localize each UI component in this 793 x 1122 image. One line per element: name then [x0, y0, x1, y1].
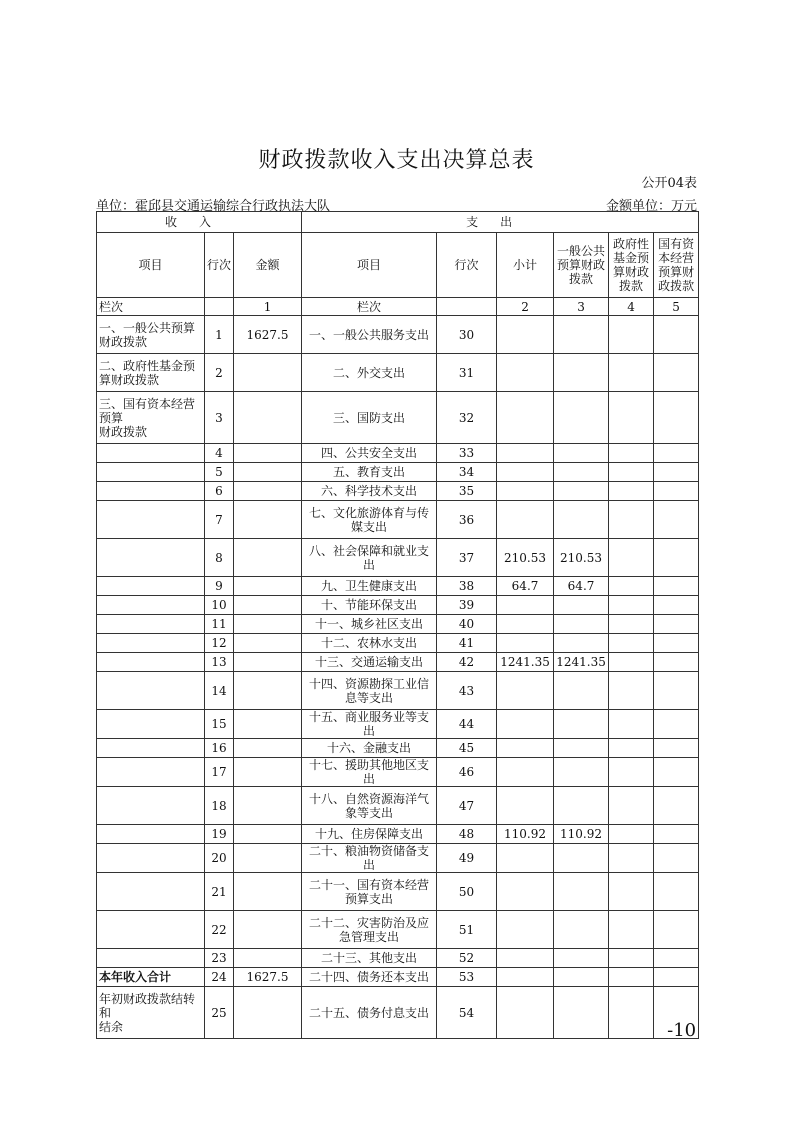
- income-item-cell: 二、政府性基金预算财政拨款: [97, 354, 205, 392]
- expense-line-cell: 37: [437, 539, 497, 577]
- income-amount-cell: 1627.5: [234, 316, 302, 354]
- gov-fund-cell: [609, 463, 654, 482]
- gov-fund-cell: [609, 392, 654, 444]
- income-item-cell: [97, 739, 205, 758]
- table-row: [97, 392, 699, 444]
- col-label-right: 栏次: [302, 298, 437, 316]
- expense-item-cell: 二十三、其他支出: [302, 949, 437, 968]
- table-row: [97, 354, 699, 392]
- expense-line-cell: 32: [437, 392, 497, 444]
- subtotal-cell: [497, 596, 554, 615]
- state-capital-cell: [654, 672, 699, 710]
- expense-item-cell: 十七、援助其他地区支出: [302, 758, 437, 787]
- income-item-cell: [97, 634, 205, 653]
- income-amount-cell: [234, 634, 302, 653]
- expense-line-cell: 52: [437, 949, 497, 968]
- income-line-cell: 6: [205, 482, 234, 501]
- income-item-cell: [97, 539, 205, 577]
- income-line-cell: 12: [205, 634, 234, 653]
- header-expense-item: 项目: [302, 233, 437, 298]
- general-budget-cell: [554, 316, 609, 354]
- expense-item-cell: 十八、自然资源海洋气象等支出: [302, 787, 437, 825]
- header-general-budget: 一般公共预算财政拨款: [554, 233, 609, 298]
- income-line-cell: 25: [205, 987, 234, 1039]
- expense-item-cell: 二十一、国有资本经营预算支出: [302, 873, 437, 911]
- subtotal-cell: [497, 739, 554, 758]
- expense-item-cell: 三、国防支出: [302, 392, 437, 444]
- expense-line-cell: 42: [437, 653, 497, 672]
- subtotal-cell: [497, 615, 554, 634]
- subtotal-cell: [497, 354, 554, 392]
- subtotal-cell: 1241.35: [497, 653, 554, 672]
- gov-fund-cell: [609, 539, 654, 577]
- income-line-cell: 13: [205, 653, 234, 672]
- expense-item-cell: 二十四、债务还本支出: [302, 968, 437, 987]
- unit-name: 单位：霍邱县交通运输综合行政执法大队: [96, 199, 331, 214]
- income-amount-cell: [234, 710, 302, 739]
- table-row: [97, 634, 699, 653]
- expense-item-cell: 十五、商业服务业等支出: [302, 710, 437, 739]
- header-subtotal: 小计: [497, 233, 554, 298]
- col-num-1: 1: [234, 298, 302, 316]
- expense-item-cell: 二十、粮油物资储备支出: [302, 844, 437, 873]
- col-num-3: 3: [554, 298, 609, 316]
- expense-line-cell: 54: [437, 987, 497, 1039]
- expense-line-cell: 40: [437, 615, 497, 634]
- subtotal-cell: [497, 634, 554, 653]
- income-amount-cell: [234, 354, 302, 392]
- gov-fund-cell: [609, 968, 654, 987]
- header-row-columns: [97, 233, 699, 298]
- header-gov-fund: 政府性基金预算财政拨款: [609, 233, 654, 298]
- income-line-cell: 7: [205, 501, 234, 539]
- expense-line-cell: 48: [437, 825, 497, 844]
- subtotal-cell: 110.92: [497, 825, 554, 844]
- gov-fund-cell: [609, 758, 654, 787]
- income-item-cell: [97, 787, 205, 825]
- subtotal-cell: [497, 444, 554, 463]
- general-budget-cell: [554, 463, 609, 482]
- table-row: [97, 968, 699, 987]
- table-row: [97, 949, 699, 968]
- subtotal-cell: [497, 844, 554, 873]
- general-budget-cell: [554, 392, 609, 444]
- table-row: [97, 577, 699, 596]
- income-line-cell: 18: [205, 787, 234, 825]
- expense-line-cell: 38: [437, 577, 497, 596]
- income-amount-cell: 1627.5: [234, 968, 302, 987]
- subtotal-cell: [497, 787, 554, 825]
- income-line-cell: 8: [205, 539, 234, 577]
- expense-item-cell: 五、教育支出: [302, 463, 437, 482]
- table-row: [97, 596, 699, 615]
- gov-fund-cell: [609, 787, 654, 825]
- expense-line-cell: 33: [437, 444, 497, 463]
- general-budget-cell: [554, 911, 609, 949]
- table-row: [97, 739, 699, 758]
- income-amount-cell: [234, 987, 302, 1039]
- state-capital-cell: [654, 501, 699, 539]
- income-amount-cell: [234, 539, 302, 577]
- gov-fund-cell: [609, 596, 654, 615]
- general-budget-cell: [554, 444, 609, 463]
- gov-fund-cell: [609, 987, 654, 1039]
- state-capital-cell: [654, 825, 699, 844]
- general-budget-cell: [554, 710, 609, 739]
- col-empty: [437, 298, 497, 316]
- income-item-cell: [97, 615, 205, 634]
- income-item-cell: 年初财政拨款结转和 结余: [97, 987, 205, 1039]
- income-amount-cell: [234, 653, 302, 672]
- income-item-cell: 三、国有资本经营预算 财政拨款: [97, 392, 205, 444]
- income-amount-cell: [234, 787, 302, 825]
- expense-line-cell: 31: [437, 354, 497, 392]
- income-item-cell: [97, 844, 205, 873]
- subtotal-cell: 210.53: [497, 539, 554, 577]
- gov-fund-cell: [609, 615, 654, 634]
- income-item-cell: [97, 482, 205, 501]
- gov-fund-cell: [609, 873, 654, 911]
- subtotal-cell: [497, 710, 554, 739]
- income-line-cell: 2: [205, 354, 234, 392]
- income-line-cell: 23: [205, 949, 234, 968]
- expense-line-cell: 49: [437, 844, 497, 873]
- income-line-cell: 9: [205, 577, 234, 596]
- general-budget-cell: [554, 758, 609, 787]
- expense-item-cell: 十九、住房保障支出: [302, 825, 437, 844]
- income-amount-cell: [234, 844, 302, 873]
- expense-item-cell: 九、卫生健康支出: [302, 577, 437, 596]
- table-row: [97, 758, 699, 787]
- expense-item-cell: 二十二、灾害防治及应急管理支出: [302, 911, 437, 949]
- col-label-left: 栏次: [97, 298, 205, 316]
- state-capital-cell: [654, 316, 699, 354]
- income-line-cell: 19: [205, 825, 234, 844]
- table-row: [97, 873, 699, 911]
- expense-item-cell: 十三、交通运输支出: [302, 653, 437, 672]
- subtotal-cell: [497, 392, 554, 444]
- general-budget-cell: [554, 873, 609, 911]
- income-amount-cell: [234, 873, 302, 911]
- income-amount-cell: [234, 672, 302, 710]
- state-capital-cell: [654, 463, 699, 482]
- general-budget-cell: [554, 968, 609, 987]
- state-capital-cell: [654, 873, 699, 911]
- expense-item-cell: 十、节能环保支出: [302, 596, 437, 615]
- income-item-cell: [97, 873, 205, 911]
- state-capital-cell: [654, 911, 699, 949]
- expense-item-cell: 十二、农林水支出: [302, 634, 437, 653]
- expense-line-cell: 30: [437, 316, 497, 354]
- general-budget-cell: [554, 672, 609, 710]
- gov-fund-cell: [609, 710, 654, 739]
- state-capital-cell: [654, 739, 699, 758]
- expense-item-cell: 一、一般公共服务支出: [302, 316, 437, 354]
- state-capital-cell: [654, 539, 699, 577]
- income-item-cell: [97, 444, 205, 463]
- gov-fund-cell: [609, 634, 654, 653]
- subtotal-cell: [497, 873, 554, 911]
- income-item-cell: [97, 949, 205, 968]
- income-amount-cell: [234, 911, 302, 949]
- general-budget-cell: 110.92: [554, 825, 609, 844]
- expense-item-cell: 六、科学技术支出: [302, 482, 437, 501]
- income-item-cell: [97, 710, 205, 739]
- expense-line-cell: 34: [437, 463, 497, 482]
- header-income-amount: 金额: [234, 233, 302, 298]
- gov-fund-cell: [609, 482, 654, 501]
- income-line-cell: 21: [205, 873, 234, 911]
- subtotal-cell: [497, 758, 554, 787]
- form-number: 公开04表: [641, 176, 697, 191]
- table-row: [97, 444, 699, 463]
- expense-line-cell: 44: [437, 710, 497, 739]
- income-item-cell: [97, 653, 205, 672]
- table-row: [97, 463, 699, 482]
- subtotal-cell: 64.7: [497, 577, 554, 596]
- expense-line-cell: 36: [437, 501, 497, 539]
- general-budget-cell: 1241.35: [554, 653, 609, 672]
- state-capital-cell: [654, 392, 699, 444]
- expense-line-cell: 53: [437, 968, 497, 987]
- general-budget-cell: [554, 634, 609, 653]
- gov-fund-cell: [609, 354, 654, 392]
- income-item-cell: [97, 577, 205, 596]
- report-title: 财政拨款收入支出决算总表: [258, 148, 535, 173]
- header-expense-line: 行次: [437, 233, 497, 298]
- table-row: [97, 539, 699, 577]
- general-budget-cell: [554, 615, 609, 634]
- income-amount-cell: [234, 392, 302, 444]
- subtotal-cell: [497, 463, 554, 482]
- gov-fund-cell: [609, 739, 654, 758]
- header-expense: 支出: [302, 212, 699, 233]
- income-line-cell: 4: [205, 444, 234, 463]
- income-amount-cell: [234, 739, 302, 758]
- expense-item-cell: 十六、金融支出: [302, 739, 437, 758]
- income-line-cell: 20: [205, 844, 234, 873]
- general-budget-cell: [554, 787, 609, 825]
- table-row: [97, 482, 699, 501]
- subtotal-cell: [497, 911, 554, 949]
- gov-fund-cell: [609, 653, 654, 672]
- state-capital-cell: [654, 949, 699, 968]
- subtotal-cell: [497, 482, 554, 501]
- amount-unit: 金额单位：万元: [605, 199, 697, 214]
- expense-item-cell: 二十五、债务付息支出: [302, 987, 437, 1039]
- subtotal-cell: [497, 968, 554, 987]
- income-item-cell: [97, 758, 205, 787]
- col-empty: [205, 298, 234, 316]
- expense-line-cell: 50: [437, 873, 497, 911]
- general-budget-cell: [554, 482, 609, 501]
- col-num-5: 5: [654, 298, 699, 316]
- header-income-line: 行次: [205, 233, 234, 298]
- income-line-cell: 10: [205, 596, 234, 615]
- general-budget-cell: [554, 596, 609, 615]
- table-row: [97, 672, 699, 710]
- general-budget-cell: [554, 949, 609, 968]
- income-line-cell: 24: [205, 968, 234, 987]
- state-capital-cell: [654, 844, 699, 873]
- income-line-cell: 5: [205, 463, 234, 482]
- state-capital-cell: [654, 987, 699, 1039]
- state-capital-cell: [654, 596, 699, 615]
- budget-table: [96, 211, 699, 1039]
- general-budget-cell: 210.53: [554, 539, 609, 577]
- header-row-group: [97, 212, 699, 233]
- table-row: [97, 316, 699, 354]
- state-capital-cell: [654, 444, 699, 463]
- income-item-cell: 一、一般公共预算财政拨款: [97, 316, 205, 354]
- table-row: [97, 653, 699, 672]
- expense-line-cell: 45: [437, 739, 497, 758]
- gov-fund-cell: [609, 501, 654, 539]
- subtotal-cell: [497, 501, 554, 539]
- general-budget-cell: [554, 501, 609, 539]
- state-capital-cell: [654, 354, 699, 392]
- income-item-cell: [97, 825, 205, 844]
- expense-line-cell: 41: [437, 634, 497, 653]
- state-capital-cell: [654, 653, 699, 672]
- income-line-cell: 14: [205, 672, 234, 710]
- expense-line-cell: 47: [437, 787, 497, 825]
- col-num-2: 2: [497, 298, 554, 316]
- income-amount-cell: [234, 615, 302, 634]
- header-income: 收入: [97, 212, 302, 233]
- subtotal-cell: [497, 672, 554, 710]
- state-capital-cell: [654, 634, 699, 653]
- income-line-cell: 11: [205, 615, 234, 634]
- gov-fund-cell: [609, 844, 654, 873]
- table-row: [97, 911, 699, 949]
- expense-item-cell: 十一、城乡社区支出: [302, 615, 437, 634]
- state-capital-cell: [654, 787, 699, 825]
- table-row: [97, 501, 699, 539]
- header-state-capital: 国有资本经营预算财政拨款: [654, 233, 699, 298]
- expense-line-cell: 35: [437, 482, 497, 501]
- general-budget-cell: [554, 844, 609, 873]
- income-amount-cell: [234, 758, 302, 787]
- expense-item-cell: 八、社会保障和就业支出: [302, 539, 437, 577]
- expense-item-cell: 十四、资源勘探工业信息等支出: [302, 672, 437, 710]
- expense-item-cell: 四、公共安全支出: [302, 444, 437, 463]
- income-amount-cell: [234, 482, 302, 501]
- income-line-cell: 3: [205, 392, 234, 444]
- income-line-cell: 17: [205, 758, 234, 787]
- column-number-row: [97, 298, 699, 316]
- income-line-cell: 1: [205, 316, 234, 354]
- income-amount-cell: [234, 501, 302, 539]
- table-row: [97, 844, 699, 873]
- expense-item-cell: 七、文化旅游体育与传媒支出: [302, 501, 437, 539]
- income-amount-cell: [234, 596, 302, 615]
- table-row: [97, 615, 699, 634]
- expense-line-cell: 39: [437, 596, 497, 615]
- general-budget-cell: [554, 739, 609, 758]
- subtotal-cell: [497, 987, 554, 1039]
- expense-line-cell: 43: [437, 672, 497, 710]
- income-line-cell: 16: [205, 739, 234, 758]
- subtotal-cell: [497, 949, 554, 968]
- general-budget-cell: 64.7: [554, 577, 609, 596]
- expense-line-cell: 46: [437, 758, 497, 787]
- state-capital-cell: [654, 615, 699, 634]
- table-row: [97, 987, 699, 1039]
- income-item-cell: [97, 501, 205, 539]
- income-item-cell: 本年收入合计: [97, 968, 205, 987]
- income-item-cell: [97, 596, 205, 615]
- expense-item-cell: 二、外交支出: [302, 354, 437, 392]
- table-row: [97, 787, 699, 825]
- income-item-cell: [97, 463, 205, 482]
- state-capital-cell: [654, 710, 699, 739]
- income-line-cell: 22: [205, 911, 234, 949]
- state-capital-cell: [654, 577, 699, 596]
- income-amount-cell: [234, 444, 302, 463]
- gov-fund-cell: [609, 949, 654, 968]
- gov-fund-cell: [609, 316, 654, 354]
- state-capital-cell: [654, 758, 699, 787]
- gov-fund-cell: [609, 577, 654, 596]
- expense-line-cell: 51: [437, 911, 497, 949]
- page-number: -10: [667, 1020, 697, 1039]
- state-capital-cell: [654, 482, 699, 501]
- state-capital-cell: [654, 968, 699, 987]
- general-budget-cell: [554, 987, 609, 1039]
- income-item-cell: [97, 672, 205, 710]
- income-amount-cell: [234, 463, 302, 482]
- table-row: [97, 710, 699, 739]
- header-income-item: 项目: [97, 233, 205, 298]
- gov-fund-cell: [609, 672, 654, 710]
- gov-fund-cell: [609, 825, 654, 844]
- income-amount-cell: [234, 577, 302, 596]
- subtotal-cell: [497, 316, 554, 354]
- gov-fund-cell: [609, 444, 654, 463]
- income-item-cell: [97, 911, 205, 949]
- income-line-cell: 15: [205, 710, 234, 739]
- gov-fund-cell: [609, 911, 654, 949]
- table-row: [97, 825, 699, 844]
- income-amount-cell: [234, 949, 302, 968]
- col-num-4: 4: [609, 298, 654, 316]
- general-budget-cell: [554, 354, 609, 392]
- income-amount-cell: [234, 825, 302, 844]
